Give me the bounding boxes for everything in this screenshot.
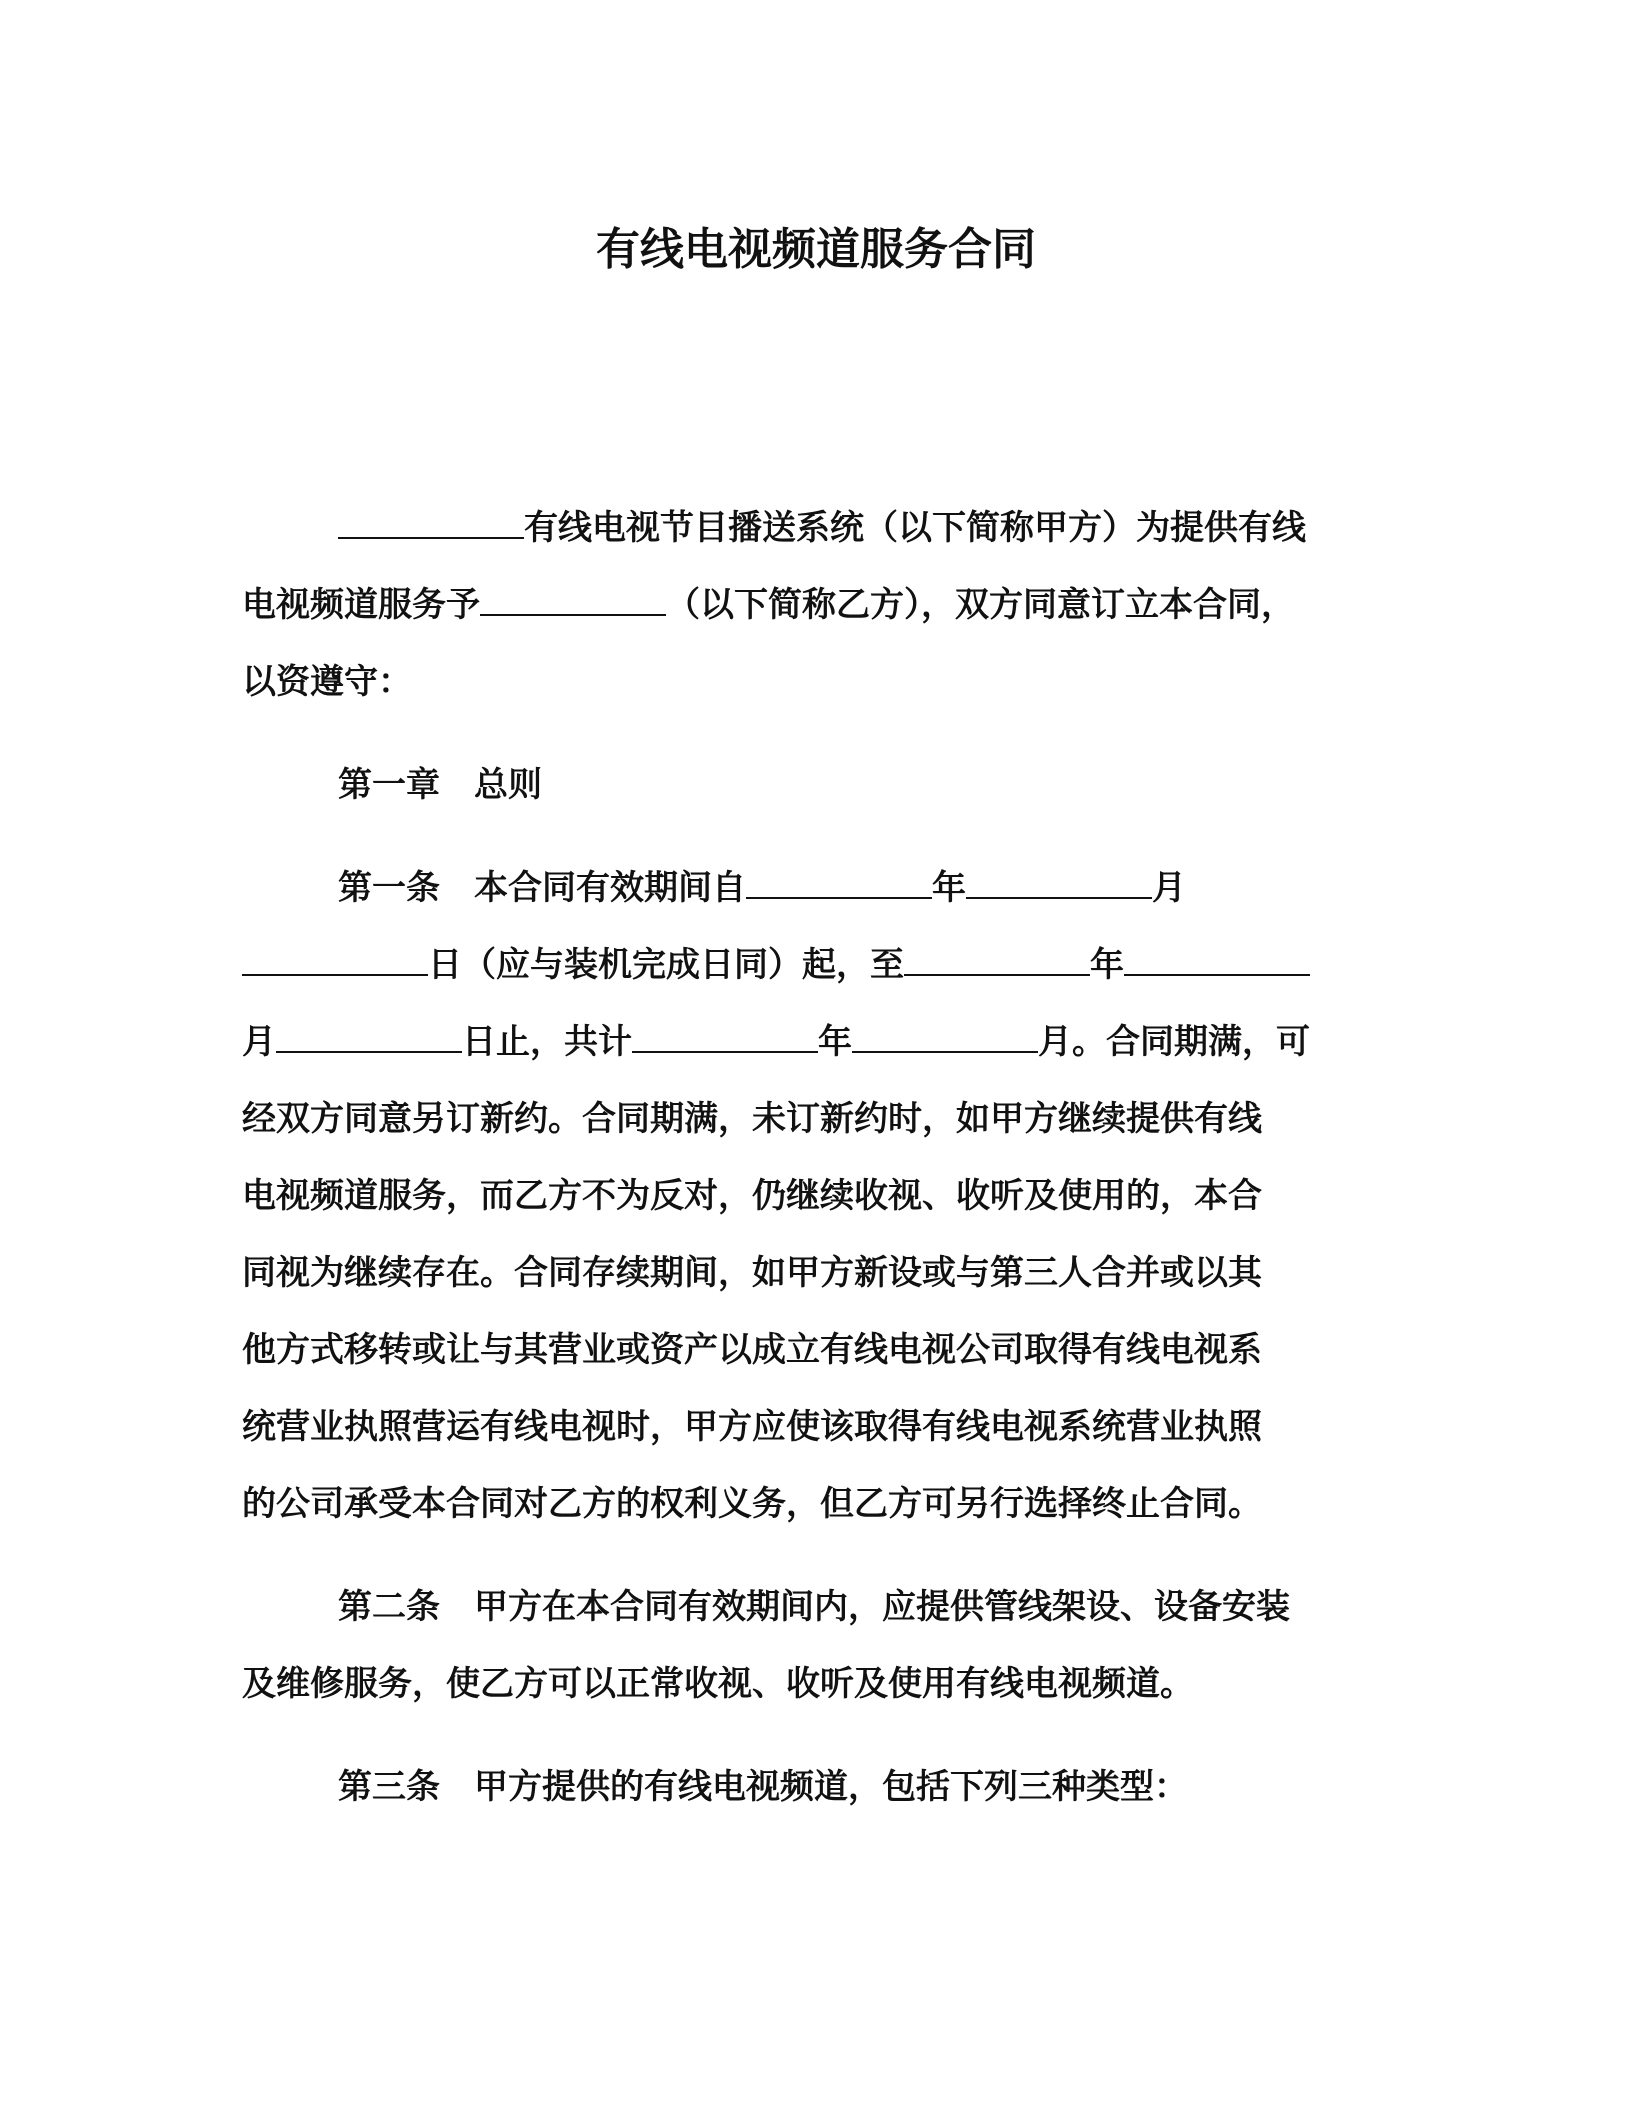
fill-in-blank[interactable]	[480, 580, 666, 616]
paragraph-text: 及维修服务，使乙方可以正常收视、收听及使用有线电视频道。	[242, 1664, 1194, 1704]
paragraph-text: 统营业执照营运有线电视时，甲方应使该取得有线电视系统营业执照	[242, 1407, 1262, 1447]
paragraph-line	[242, 927, 1382, 1004]
paragraph-text: 年	[1090, 945, 1124, 985]
paragraph-line	[242, 1466, 1382, 1543]
paragraph-text: 他方式移转或让与其营业或资产以成立有线电视公司取得有线电视系	[242, 1330, 1262, 1370]
paragraph-line	[242, 747, 1382, 824]
paragraph-text: 月	[1152, 868, 1186, 908]
paragraph-text: 电视频道服务予	[242, 585, 480, 625]
paragraph-text: 月	[242, 1022, 276, 1062]
paragraph-text: 以资遵守：	[242, 662, 412, 702]
paragraph-line	[242, 1646, 1382, 1723]
paragraph-text: 第二条 甲方在本合同有效期间内，应提供管线架设、设备安装	[338, 1587, 1290, 1627]
document-title: 有线电视频道服务合同	[596, 224, 1036, 275]
contract-paragraph	[242, 1569, 1382, 1723]
fill-in-blank[interactable]	[276, 1017, 462, 1053]
paragraph-text: 第三条 甲方提供的有线电视频道，包括下列三种类型：	[338, 1767, 1188, 1807]
paragraph-text: 年	[932, 868, 966, 908]
paragraph-text: 年	[818, 1022, 852, 1062]
paragraph-text: 电视频道服务，而乙方不为反对，仍继续收视、收听及使用的，本合	[242, 1176, 1262, 1216]
fill-in-blank[interactable]	[338, 503, 524, 539]
document-body	[242, 490, 1382, 1826]
paragraph-text: 经双方同意另订新约。合同期满，未订新约时，如甲方继续提供有线	[242, 1099, 1262, 1139]
paragraph-line	[242, 644, 1382, 721]
paragraph-line	[242, 1312, 1382, 1389]
contract-paragraph	[242, 850, 1382, 1543]
fill-in-blank[interactable]	[1124, 940, 1310, 976]
fill-in-blank[interactable]	[966, 863, 1152, 899]
fill-in-blank[interactable]	[242, 940, 428, 976]
paragraph-line	[242, 1389, 1382, 1466]
paragraph-line	[242, 1081, 1382, 1158]
paragraph-text: 有线电视节目播送系统（以下简称甲方）为提供有线	[524, 508, 1306, 548]
paragraph-line	[242, 1004, 1382, 1081]
contract-paragraph	[242, 1749, 1382, 1826]
paragraph-line	[242, 1235, 1382, 1312]
fill-in-blank[interactable]	[632, 1017, 818, 1053]
paragraph-text: 第一条 本合同有效期间自	[338, 868, 746, 908]
contract-paragraph	[242, 747, 1382, 824]
paragraph-text: 第一章 总则	[338, 765, 542, 805]
paragraph-text: 日止，共计	[462, 1022, 632, 1062]
fill-in-blank[interactable]	[852, 1017, 1038, 1053]
fill-in-blank[interactable]	[746, 863, 932, 899]
paragraph-text: 同视为继续存在。合同存续期间，如甲方新设或与第三人合并或以其	[242, 1253, 1262, 1293]
paragraph-text: （以下简称乙方），双方同意订立本合同，	[666, 585, 1295, 625]
contract-paragraph	[242, 490, 1382, 721]
paragraph-text: 日（应与装机完成日同）起，至	[428, 945, 904, 985]
fill-in-blank[interactable]	[904, 940, 1090, 976]
paragraph-line	[242, 490, 1382, 567]
paragraph-line	[242, 1158, 1382, 1235]
paragraph-line	[242, 850, 1382, 927]
paragraph-line	[242, 1569, 1382, 1646]
paragraph-text: 月。合同期满，可	[1038, 1022, 1310, 1062]
paragraph-text: 的公司承受本合同对乙方的权利义务，但乙方可另行选择终止合同。	[242, 1484, 1262, 1524]
paragraph-line	[242, 1749, 1382, 1826]
paragraph-line	[242, 567, 1382, 644]
